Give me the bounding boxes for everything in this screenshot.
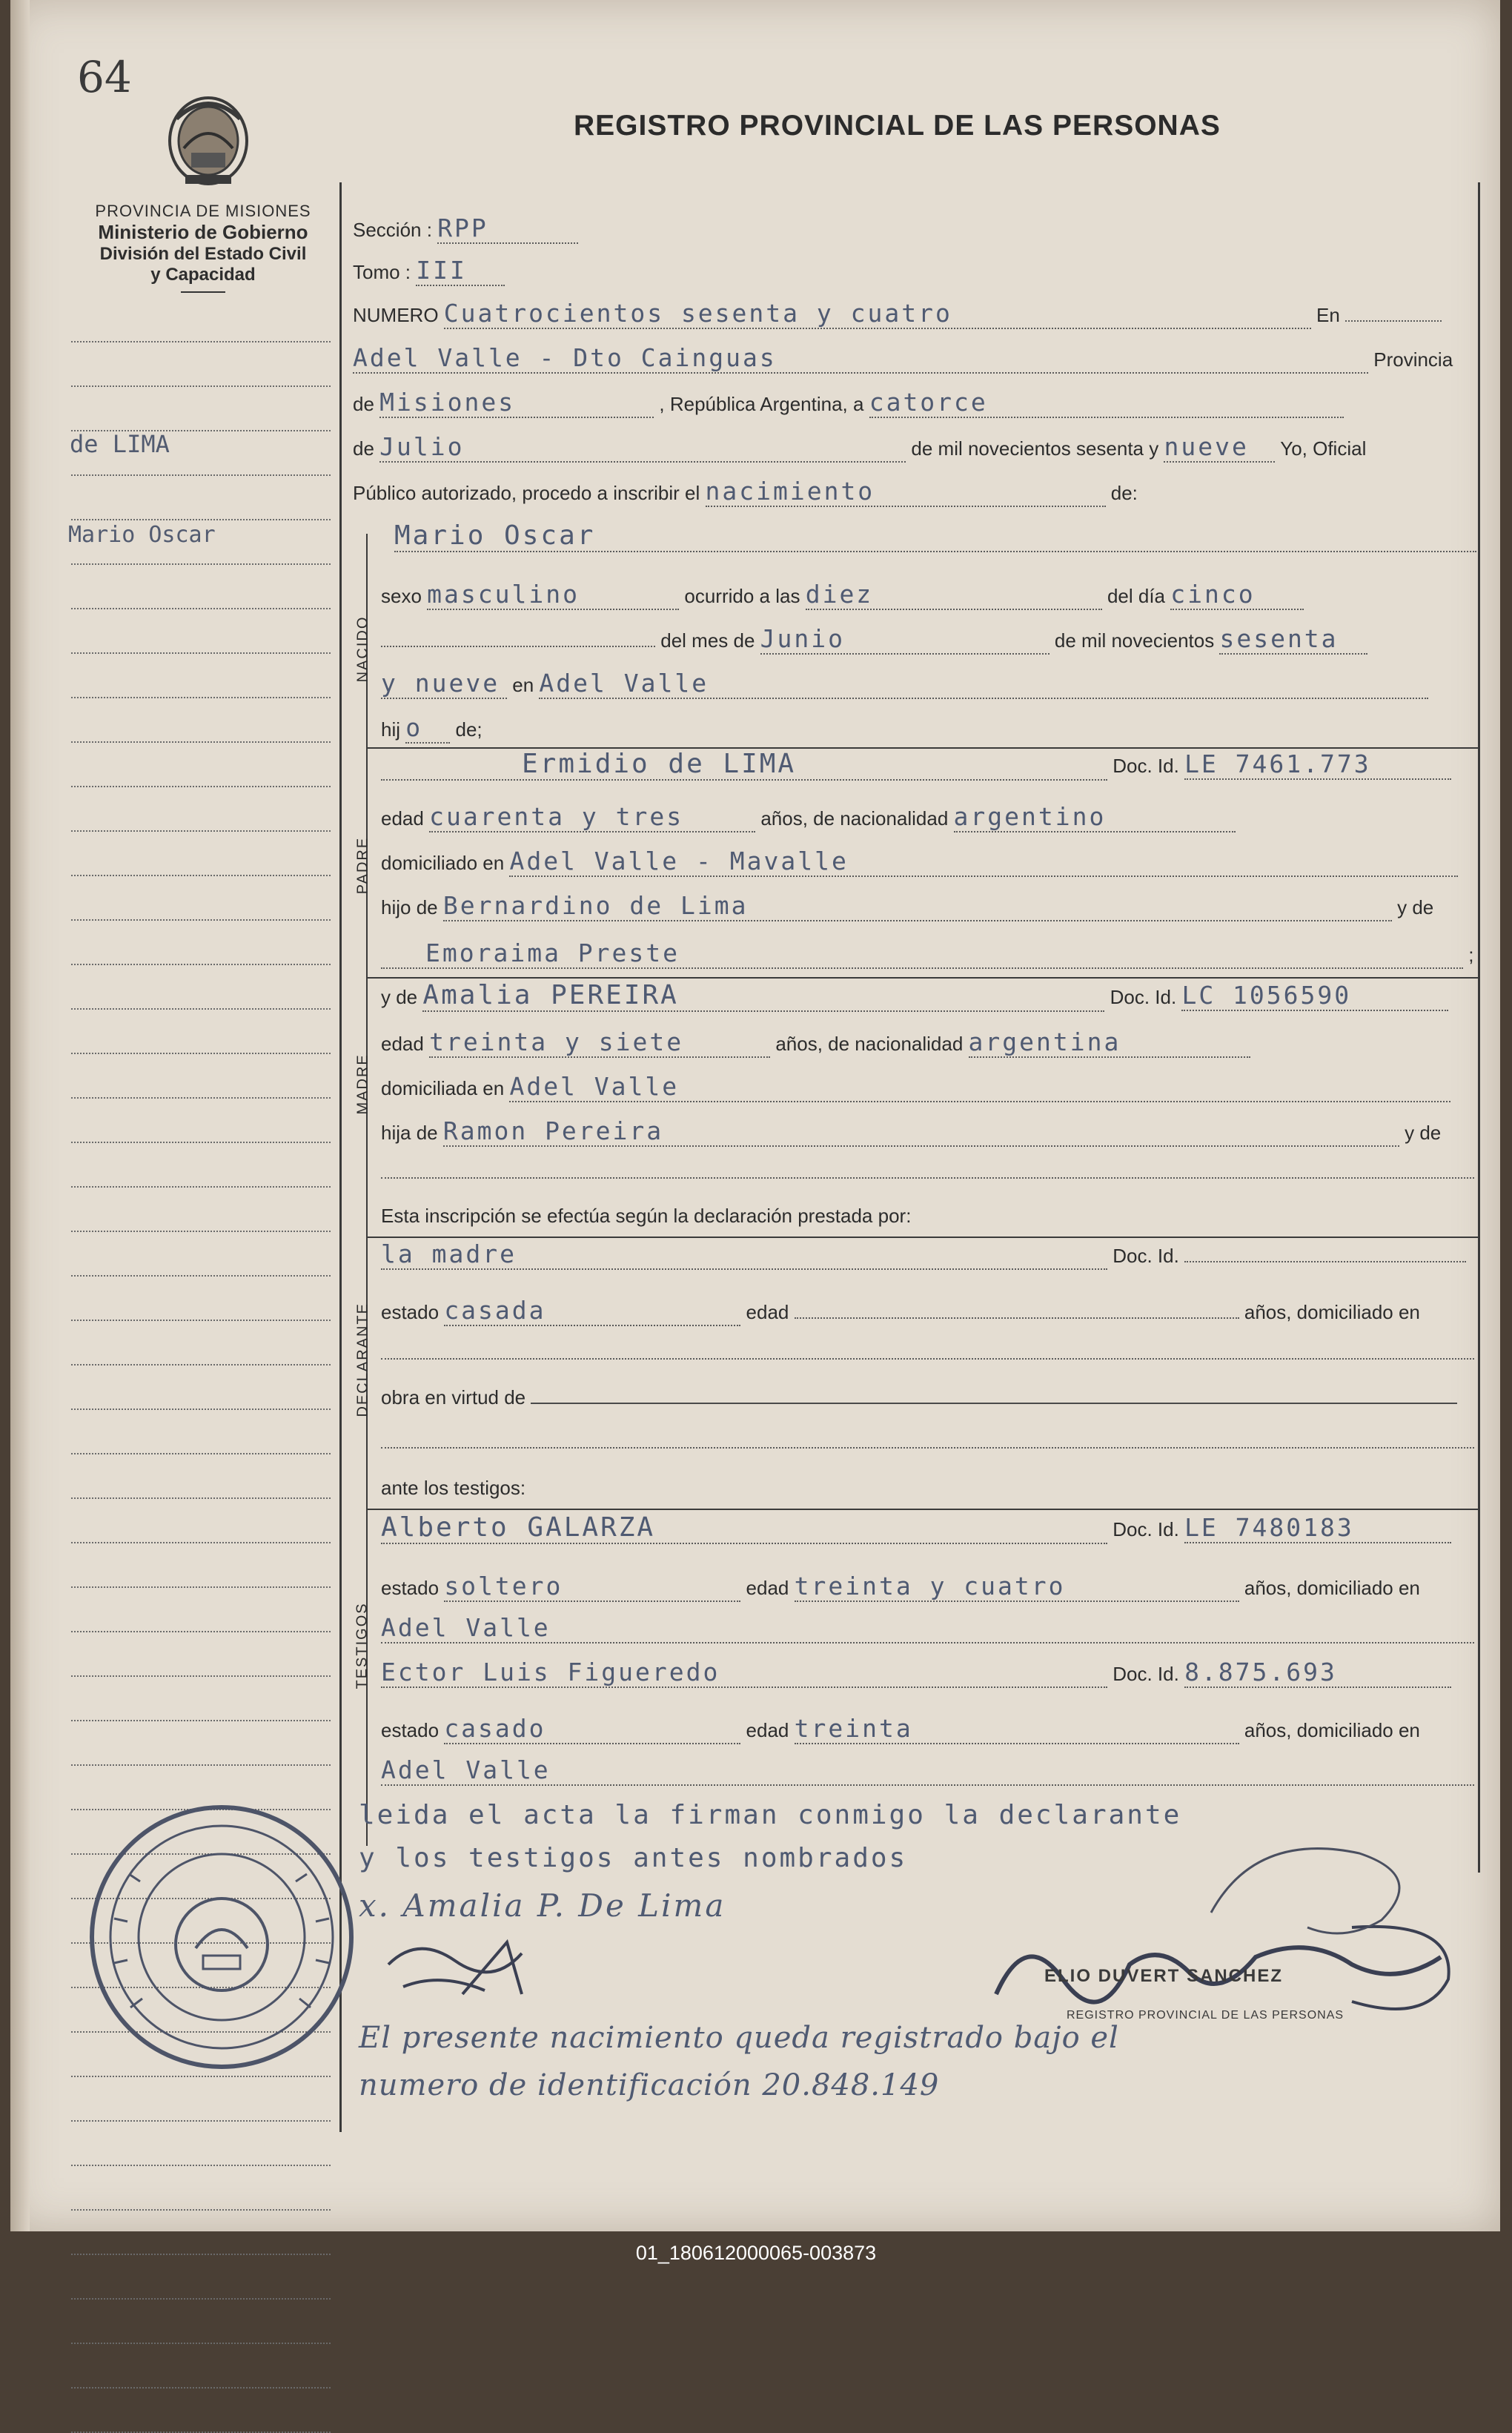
separator-padre-madre	[366, 977, 1478, 979]
testigo2-edad: treinta	[795, 1714, 1239, 1744]
org-division: División del Estado Civil	[99, 244, 307, 264]
margin-rule	[71, 2120, 331, 2122]
document-page	[10, 0, 1500, 2231]
testigo1-anos-label: años, domiciliado en	[1244, 1577, 1420, 1599]
declarante-doc-label: Doc. Id.	[1113, 1245, 1179, 1267]
issuing-organization	[62, 202, 344, 293]
margin-rule	[71, 519, 331, 520]
declarante-estado-label: estado	[381, 1301, 440, 1323]
padre-edad-row	[381, 802, 1236, 832]
margin-rule	[71, 385, 331, 387]
margin-rule	[71, 2076, 331, 2077]
closing-line-3: x. Amalia P. De Lima	[359, 1887, 726, 1924]
declarante-estado-row	[381, 1296, 1420, 1326]
padre-doc-value: LE 7461.773	[1184, 749, 1451, 780]
nacido-lugar-row	[381, 669, 1428, 699]
declarante-edad-label: edad	[746, 1301, 789, 1323]
declarante-estado-value: casada	[444, 1296, 740, 1326]
declarant-signature-icon	[374, 1920, 685, 2009]
nacido-mes-value: Junio	[760, 624, 1050, 655]
en-label: En	[1316, 304, 1340, 326]
tomo-label: Tomo :	[353, 261, 411, 283]
publico-label: Público autorizado, procedo a inscribir el	[353, 482, 700, 504]
testigo1-dom: Adel Valle	[381, 1613, 1474, 1643]
de-label: de	[353, 393, 374, 415]
obra-label: obra en virtud de	[381, 1386, 526, 1409]
page-number: 64	[77, 52, 132, 102]
image-id-footer: 01_180612000065-003873	[635, 2242, 877, 2264]
madre-edad-value: treinta y siete	[429, 1027, 770, 1058]
nacido-lugar-value: Adel Valle	[539, 669, 1428, 699]
padre-yde-label: y de	[1397, 896, 1434, 918]
testigo2-doc-label: Doc. Id.	[1113, 1663, 1179, 1685]
margin-rule	[71, 1364, 331, 1366]
margin-rule	[71, 1053, 331, 1054]
nacido-nombre: Mario Oscar	[394, 520, 1476, 552]
madre-dom-row	[381, 1072, 1450, 1102]
testigo2-nombre: Ector Luis Figueredo	[381, 1658, 1107, 1688]
margin-rule	[71, 1008, 331, 1010]
testigo1-nombre: Alberto GALARZA	[381, 1512, 1107, 1544]
official-name-stamp: ELIO DUVERT SANCHEZ	[1044, 1966, 1284, 1986]
testigo2-dom-row	[381, 1755, 1474, 1786]
official-title-stamp: REGISTRO PROVINCIAL DE LAS PERSONAS	[1067, 2009, 1344, 2022]
margin-rule	[71, 1675, 331, 1677]
nacido-mes-row	[381, 624, 1367, 655]
declarante-blank-row	[381, 1342, 1474, 1365]
testigo1-edad-label: edad	[746, 1577, 789, 1599]
hora-value: diez	[806, 580, 1102, 610]
dia-value: catorce	[869, 388, 1344, 418]
coat-of-arms-icon	[162, 89, 255, 190]
margin-rule	[71, 786, 331, 787]
margin-rule	[71, 608, 331, 609]
margin-rule	[71, 1409, 331, 1410]
madre-section-label: MADRE	[354, 1053, 371, 1115]
padre-madre-row	[381, 939, 1473, 969]
madre-nac-label: años, de nacionalidad	[775, 1033, 964, 1055]
margin-rule	[71, 1542, 331, 1543]
tomo-row	[353, 256, 505, 286]
testigo2-anos-label: años, domiciliado en	[1244, 1719, 1420, 1741]
margin-rule	[71, 2387, 331, 2389]
padre-nac-label: años, de nacionalidad	[760, 807, 949, 830]
margin-rule	[71, 563, 331, 565]
declarante-section-label: DECLARANTE	[354, 1302, 371, 1417]
margin-rule	[71, 919, 331, 921]
margin-rule	[71, 1720, 331, 1721]
margin-rule	[71, 1764, 331, 1766]
margin-rule	[71, 830, 331, 832]
lugar-row	[353, 343, 1453, 374]
margin-rule	[71, 2343, 331, 2344]
nacido-section-label: NACIDO	[354, 615, 371, 683]
declarante-anos-label: años, domiciliado en	[1244, 1301, 1420, 1323]
margin-rule	[71, 474, 331, 476]
margin-rule	[71, 1497, 331, 1499]
org-ministry: Ministerio de Gobierno	[98, 221, 308, 243]
declarante-blank-row-2	[381, 1431, 1474, 1454]
mes-value: Julio	[379, 432, 906, 463]
hij-value: o	[405, 713, 450, 744]
margin-rule	[71, 341, 331, 342]
nacido-mil-label: de mil novecientos	[1054, 629, 1215, 652]
padre-nombre: Ermidio de LIMA	[381, 749, 1107, 781]
margin-note-name: Mario Oscar	[68, 522, 216, 548]
padre-dom-row	[381, 847, 1458, 877]
closing-line-1: leida el acta la firman conmigo la declarante	[359, 1800, 1182, 1830]
padre-hijo-value: Bernardino de Lima	[443, 891, 1392, 921]
padre-semicolon: ;	[1468, 944, 1474, 966]
margin-rule	[71, 2298, 331, 2300]
testigo1-estado-row	[381, 1572, 1420, 1602]
testigos-intro: ante los testigos:	[381, 1477, 526, 1499]
testigo1-nombre-row	[381, 1512, 1451, 1544]
closing-line-5: numero de identificación 20.848.149	[359, 2068, 940, 2102]
margin-note-surname: de LIMA	[70, 430, 170, 458]
padre-madre-value: Emoraima Preste	[381, 939, 1463, 969]
testigo2-nombre-row	[381, 1658, 1451, 1688]
testigos-section-label: TESTIGOS	[354, 1602, 371, 1689]
closing-line-2: y los testigos antes nombrados	[359, 1843, 908, 1873]
declarante-intro: Esta inscripción se efectúa según la declaración prestada por:	[381, 1205, 912, 1227]
testigo1-doc-label: Doc. Id.	[1113, 1518, 1179, 1540]
tomo-value: III	[416, 256, 505, 286]
right-border	[1478, 182, 1480, 1873]
padre-doc-label: Doc. Id.	[1113, 755, 1179, 777]
sexo-value: masculino	[427, 580, 679, 610]
testigo2-estado-label: estado	[381, 1719, 440, 1741]
madre-yde-label: y de	[381, 986, 418, 1008]
padre-edad-label: edad	[381, 807, 424, 830]
margin-rule	[71, 1097, 331, 1099]
margin-rule	[71, 697, 331, 698]
ocurrido-label: ocurrido a las	[684, 585, 800, 607]
sexo-label: sexo	[381, 585, 422, 607]
hijo-row	[381, 713, 483, 744]
testigo1-estado-label: estado	[381, 1577, 440, 1599]
inscribir-row	[353, 477, 1138, 507]
padre-edad-value: cuarenta y tres	[429, 802, 755, 832]
republica-label: , República Argentina, a	[659, 393, 864, 415]
separator-testigos	[366, 1509, 1478, 1510]
margin-rule	[71, 1320, 331, 1321]
padre-nac-value: argentino	[954, 802, 1236, 832]
margin-rule	[71, 2165, 331, 2166]
nacido-sexo-row	[381, 580, 1304, 610]
anio-value: nueve	[1164, 432, 1275, 463]
yo-oficial-label: Yo, Oficial	[1280, 437, 1367, 460]
provincia-label: Provincia	[1373, 348, 1453, 371]
separator-declarante	[366, 1237, 1478, 1238]
seccion-row	[353, 213, 578, 244]
madre-doc-label: Doc. Id.	[1110, 986, 1177, 1008]
margin-rule	[71, 1631, 331, 1632]
org-province: PROVINCIA DE MISIONES	[95, 202, 311, 220]
madre-doc-value: LC 1056590	[1181, 981, 1448, 1011]
de-colon-label: de:	[1110, 482, 1138, 504]
madre-hija-row	[381, 1116, 1441, 1147]
margin-rule	[71, 875, 331, 876]
madre-hija-value: Ramon Pereira	[443, 1116, 1399, 1147]
padre-nombre-row	[381, 749, 1451, 781]
del-dia-label: del día	[1107, 585, 1166, 607]
numero-label: NUMERO	[353, 304, 439, 326]
margin-rule	[71, 1586, 331, 1588]
padre-hijo-label: hijo de	[381, 896, 438, 918]
nacido-nombre-row	[394, 520, 1476, 552]
padre-dom-value: Adel Valle - Mavalle	[509, 847, 1458, 877]
madre-nombre: Amalia PEREIRA	[422, 980, 1104, 1012]
testigo1-estado: soltero	[444, 1572, 740, 1602]
closing-line-4: El presente nacimiento queda registrado bajo el	[359, 2021, 1119, 2055]
madre-dom-value: Adel Valle	[509, 1072, 1450, 1102]
madre-yde2-label: y de	[1405, 1122, 1442, 1144]
testigo2-estado: casado	[444, 1714, 740, 1744]
madre-blank-row	[381, 1161, 1474, 1184]
mil-label: de mil novecientos sesenta y	[911, 437, 1159, 460]
declarante-nombre-row	[381, 1239, 1466, 1270]
testigo1-dom-row	[381, 1613, 1474, 1643]
provincia-value: Misiones	[379, 388, 654, 418]
hij-de-label: de;	[455, 718, 483, 741]
numero-row	[353, 299, 1442, 329]
hij-label: hij	[381, 718, 401, 741]
stamp-loop-icon	[1196, 1838, 1433, 1942]
madre-edad-row	[381, 1027, 1250, 1058]
madre-hija-label: hija de	[381, 1122, 438, 1144]
madre-nac-value: argentina	[969, 1027, 1250, 1058]
margin-rule	[71, 1275, 331, 1277]
testigo2-estado-row	[381, 1714, 1420, 1744]
nacido-anio-value: sesenta	[1219, 624, 1367, 655]
madre-nombre-row	[381, 980, 1448, 1012]
margin-rule	[71, 1231, 331, 1232]
acto-value: nacimiento	[706, 477, 1106, 507]
padre-dom-label: domiciliado en	[381, 852, 505, 874]
org-rule	[181, 291, 225, 293]
declarante-nombre: la madre	[381, 1239, 1107, 1270]
testigo2-dom: Adel Valle	[381, 1755, 1474, 1786]
margin-rule	[71, 964, 331, 965]
seccion-value: RPP	[437, 213, 578, 244]
margin-rule	[71, 741, 331, 743]
testigo2-edad-label: edad	[746, 1719, 789, 1741]
de-label-2: de	[353, 437, 374, 460]
padre-section-label: PADRE	[354, 836, 371, 895]
fecha-row	[353, 432, 1366, 463]
testigo2-doc: 8.875.693	[1184, 1658, 1451, 1688]
declarante-obra-row	[381, 1386, 1457, 1409]
numero-value: Cuatrocientos sesenta y cuatro	[444, 299, 1311, 329]
page-binding	[10, 0, 30, 2231]
madre-edad-label: edad	[381, 1033, 424, 1055]
seccion-label: Sección :	[353, 219, 432, 241]
org-capacity: y Capacidad	[150, 265, 256, 285]
margin-rule	[71, 1186, 331, 1188]
margin-rule	[71, 652, 331, 654]
nacido-anio-value-2: y nueve	[381, 669, 507, 699]
official-seal-icon	[84, 1800, 359, 2074]
margin-rule	[71, 2209, 331, 2211]
testigo1-doc: LE 7480183	[1184, 1513, 1451, 1543]
nacido-en-label: en	[512, 674, 534, 696]
margin-rule	[71, 1142, 331, 1143]
testigo1-edad: treinta y cuatro	[795, 1572, 1239, 1602]
padre-hijo-row	[381, 891, 1433, 921]
mes-label: del mes de	[660, 629, 755, 652]
provincia-row	[353, 388, 1344, 418]
page-title: REGISTRO PROVINCIAL DE LAS PERSONAS	[574, 110, 1221, 142]
margin-rule	[71, 1453, 331, 1454]
nacido-dia-value: cinco	[1170, 580, 1304, 610]
lugar-value: Adel Valle - Dto Cainguas	[353, 343, 1368, 374]
madre-dom-label: domiciliada en	[381, 1077, 505, 1099]
